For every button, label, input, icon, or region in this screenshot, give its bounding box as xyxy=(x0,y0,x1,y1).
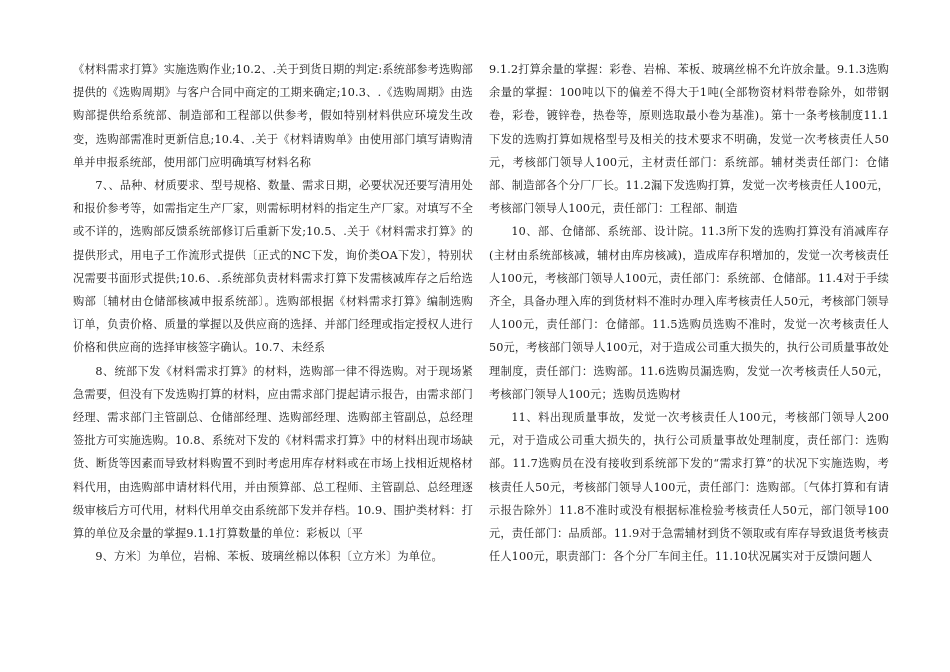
paragraph: 9、方米〕为单位，岩棉、苯板、玻璃丝棉以体积〔立方米〕为单位。 xyxy=(95,550,443,564)
left-column xyxy=(73,58,473,568)
paragraph: 《材料需求打算》实施选购作业;10.2、.关于到货日期的判定:系统部参考选购部提供的《选购周期》与客户合同中商定的工期来确定;10.3、.《选购周期》由选购部提供给系统部、制造部和工程部以供参考，假如特别材料供应环境发生改变，选购部需准时更新信息;10.4、.关于《材料请购单》由使用部门填写请购清单并申报系统部，使用部门应明确填写材料名称 xyxy=(73,63,473,169)
paragraph: 8、统部下发《材料需求打算》的材料，选购部一律不得选购。对于现场紧急需要，但没有下发选购打算的材料，应由需求部门提起请示报告，由需求部门经理、需求部门主管副总、仓储部经理、选购部经理、选购部主管副总，总经理签批方可实施选购。10.8、系统对下发的《材料需求打算》中的材料出现市场缺货、断货等因素而导致材料购置不到时考虑用库存材料或在市场上找相近规格材料代用，由选购部申请材料代用，并由预算部、总工程师、主管副总、总经理逐级审核后方可代用，材料代用单交由系统部下发并存档。10.9、围护类材料：打算的单位及余量的掌握9.1.1打算数量的单位：彩板以〔平 xyxy=(73,364,473,541)
paragraph: 11、料出现质量事故，发觉一次考核责任人100元，考核部门领导人200元，对于造成公司重大损失的，执行公司质量事故处理制度，责任部门：选购部。11.7选购员在没有接收到系统部下发的“需求打算”的状况下实施选购，考核责任人50元，考核部门领导人100元，责任部门：选购部。〔气体打算和有请示报告除外〕11.8不准时或没有根据标准检验考核责任人50元，部门领导100元，责任部门：品质部。11.9对于急需辅材到货不领取或有库存导致退货考核责任人100元，职责部门：各个分厂车间主任。11.10状况属实对于反馈问题人 xyxy=(489,411,889,564)
right-column xyxy=(489,58,889,568)
paragraph: 7、、品种、材质要求、型号规格、数量、需求日期，必要状况还要写清用处和报价参考等，如需指定生产厂家，则需标明材料的指定生产厂家。对填写不全或不详的，选购部反馈系统部修订后重新下发;10.5、.关于《材料需求打算》的提供形式，用电子工作流形式提供〔正式的NC下发，询价类OA下发〕，特别状况需要书面形式提供;10.6、.系统部负责材料需求打算下发需核减库存之后给选购部〔辅材由仓储部核减申报系统部〕。选购部根据《材料需求打算》编制选购订单，负责价格、质量的掌握以及供应商的选择、并部门经理或指定授权人进行价格和供应商的选择审核签字确认。10.7、未经系 xyxy=(73,179,473,355)
paragraph: 10、部、仓储部、系统部、设计院。11.3所下发的选购打算没有消减库存(主材由系统部核减，辅材由库房核减)，造成库存积增加的，发觉一次考核责任人100元，考核部门领导人100元，责任部门：系统部、仓储部。11.4对于手续齐全，具备办理入库的到货材料不准时办理入库考核责任人50元，考核部门领导人100元，责任部门：仓储部。11.5选购员选购不准时，发觉一次考核责任人50元，考核部门领导人100元，对于造成公司重大损失的，执行公司质量事故处理制度，责任部门：选购部。11.6选购员漏选购，发觉一次考核责任人50元，考核部门领导人100元；选购员选购材 xyxy=(489,225,890,401)
paragraph: 9.1.2打算余量的掌握：彩卷、岩棉、苯板、玻璃丝棉不允许放余量。9.1.3选购余量的掌握：100吨以下的偏差不得大于1吨(全部物资材料带卷除外，如带钢卷，彩卷，镀锌卷，热卷等，原则选取最小卷为基准)。第十一条考核制度11.1下发的选购打算如规格型号及相关的技术要求不明确，发觉一次考核责任人50元，考核部门领导人100元，主材责任部门：系统部。辅材类责任部门：仓储部、制造部各个分厂厂长。11.2漏下发选购打算，发觉一次考核责任人100元，考核部门领导人100元，责任部门：工程部、制造 xyxy=(489,63,889,216)
